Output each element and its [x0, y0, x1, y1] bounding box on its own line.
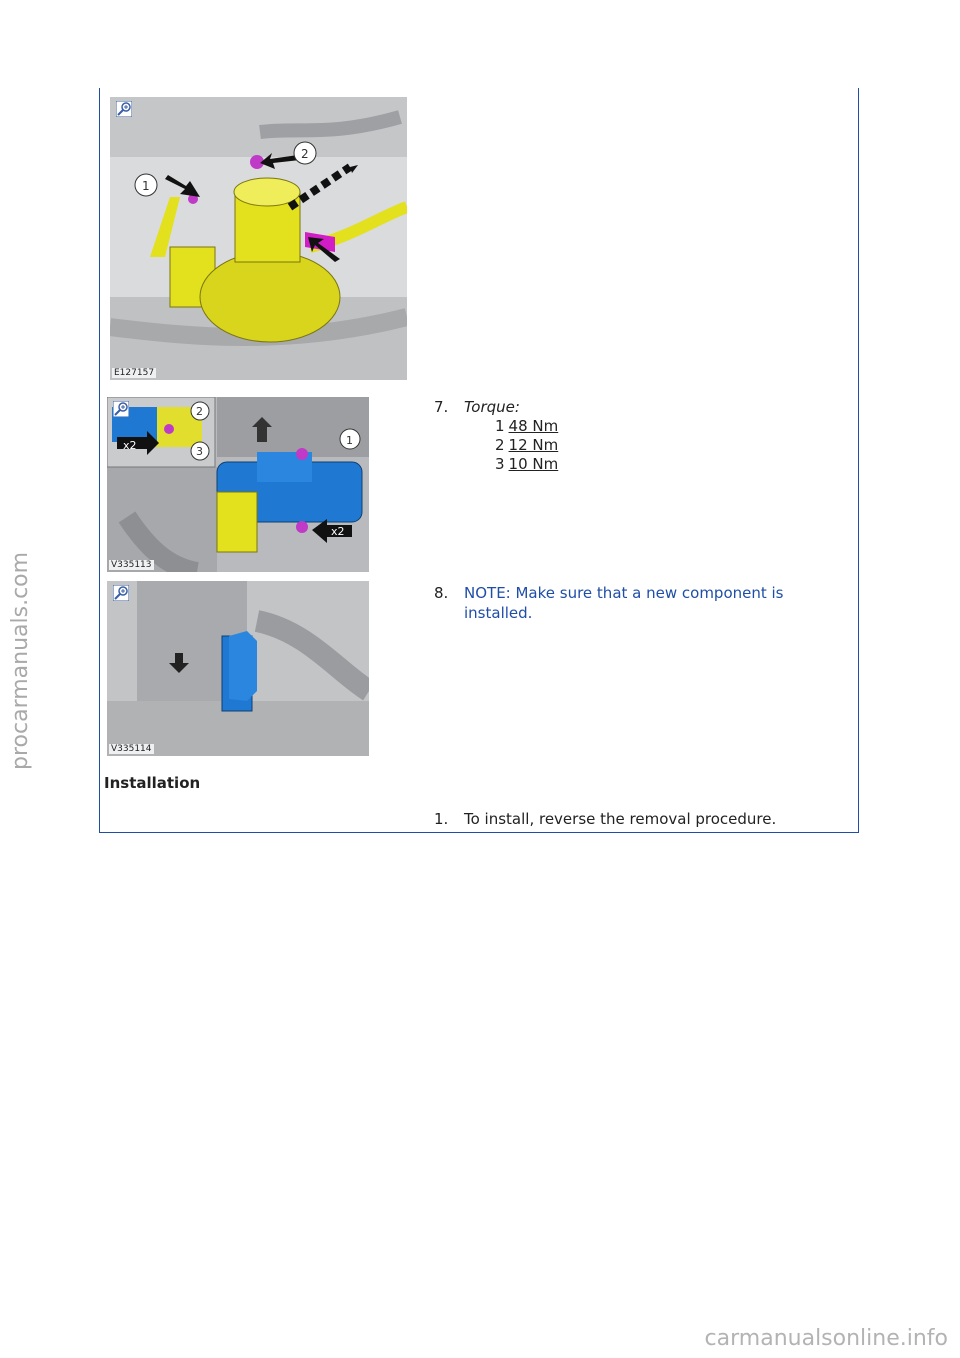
installation-step-text: To install, reverse the removal procedure. [464, 810, 777, 828]
section-heading-installation: Installation [104, 774, 201, 792]
torque-row [495, 455, 558, 473]
note-text-line1: NOTE: Make sure that a new component is [464, 584, 784, 602]
torque-item: 3 [495, 455, 505, 473]
figure-code: E127157 [114, 368, 155, 378]
figure-code: V335114 [111, 744, 152, 754]
zoom-in-icon[interactable] [113, 401, 129, 417]
torque-item: 2 [495, 436, 505, 454]
callout-2: 2 [301, 147, 309, 161]
callout-1: 1 [142, 179, 150, 193]
torque-value-link[interactable]: 12 Nm [508, 436, 559, 454]
zoom-in-icon[interactable] [116, 101, 132, 117]
callout-3: 3 [196, 445, 203, 458]
figure-v335113 [107, 397, 369, 572]
torque-item: 1 [495, 417, 505, 435]
engine-illustration-1 [110, 97, 407, 380]
note-text-line2: installed. [464, 604, 533, 622]
callout-1: 1 [346, 434, 353, 447]
figure-code: V335113 [111, 560, 152, 570]
torque-row [495, 436, 558, 454]
multiplier-label: x2 [331, 525, 345, 538]
multiplier-label: x2 [123, 439, 137, 452]
engine-illustration-2 [107, 397, 369, 572]
step-number: 8. [434, 584, 449, 602]
engine-illustration-3 [107, 581, 369, 756]
torque-value-link[interactable]: 10 Nm [508, 455, 559, 473]
figure-v335114 [107, 581, 369, 756]
watermark-bottom: carmanualsonline.info [704, 1326, 948, 1351]
callout-2: 2 [196, 405, 203, 418]
torque-row [495, 417, 558, 435]
torque-value-link[interactable]: 48 Nm [508, 417, 559, 435]
watermark-side: procarmanuals.com [8, 551, 33, 770]
zoom-in-icon[interactable] [113, 585, 129, 601]
figure-e127157 [110, 97, 407, 380]
torque-title: Torque: [464, 398, 520, 416]
step-number: 7. [434, 398, 449, 416]
step-number: 1. [434, 810, 449, 828]
